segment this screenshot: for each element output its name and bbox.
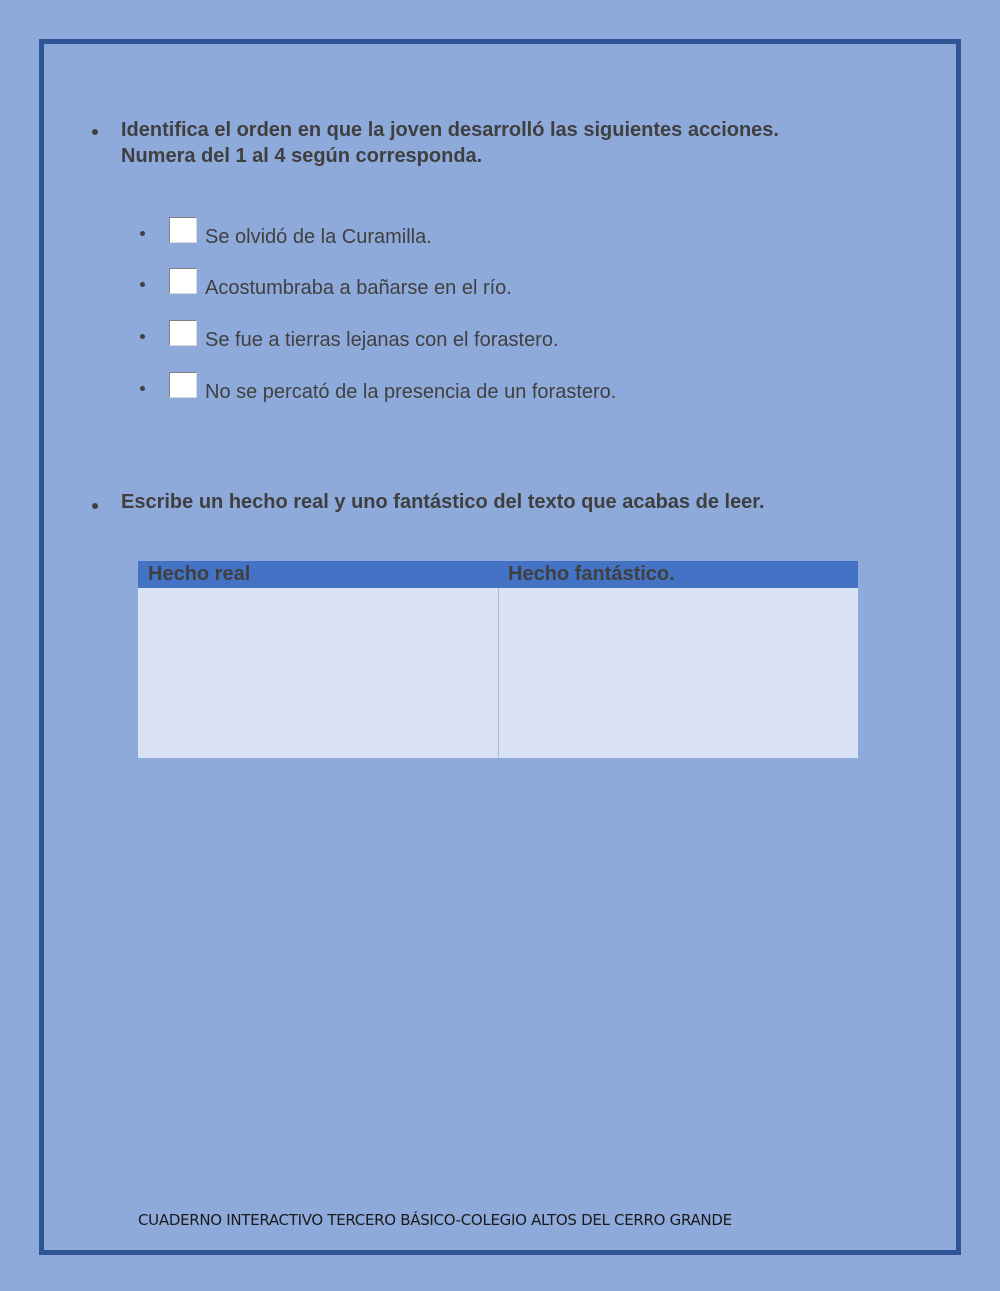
cell-hecho-real bbox=[138, 588, 498, 758]
option-bullet bbox=[140, 231, 145, 236]
question2-text: Escribe un hecho real y uno fantástico del texto que acabas de leer. bbox=[121, 491, 765, 513]
question2-bullet bbox=[92, 503, 98, 509]
option-label-3: Se fue a tierras lejanas con el forastero. bbox=[205, 329, 559, 351]
question1-bullet bbox=[92, 129, 98, 135]
question1-line2: Numera del 1 al 4 según corresponda. bbox=[121, 145, 483, 167]
order-checkbox-3[interactable] bbox=[169, 320, 197, 346]
question1-text bbox=[121, 117, 881, 169]
order-checkbox-1[interactable] bbox=[169, 217, 197, 243]
order-checkbox-2[interactable] bbox=[169, 268, 197, 294]
question1-line1: Identifica el orden en que la joven desarrolló las siguientes acciones. bbox=[121, 119, 779, 141]
table-header-row bbox=[138, 561, 858, 588]
option-bullet bbox=[140, 334, 145, 339]
option-bullet bbox=[140, 282, 145, 287]
hecho-real-input[interactable] bbox=[138, 588, 498, 758]
option-bullet bbox=[140, 386, 145, 391]
option-label-4: No se percató de la presencia de un forastero. bbox=[205, 381, 617, 403]
order-checkbox-4[interactable] bbox=[169, 372, 197, 398]
option-label-1: Se olvidó de la Curamilla. bbox=[205, 226, 432, 248]
header-hecho-fantastico: Hecho fantástico. bbox=[498, 561, 858, 588]
table-row bbox=[138, 588, 858, 758]
header-hecho-real: Hecho real bbox=[138, 561, 498, 588]
option-label-2: Acostumbraba a bañarse en el río. bbox=[205, 277, 512, 299]
answer-table bbox=[138, 561, 858, 758]
cell-hecho-fantastico bbox=[498, 588, 858, 758]
hecho-fantastico-input[interactable] bbox=[499, 588, 859, 758]
footer-text: CUADERNO INTERACTIVO TERCERO BÁSICO-COLEGIO ALTOS DEL CERRO GRANDE bbox=[138, 1211, 732, 1229]
